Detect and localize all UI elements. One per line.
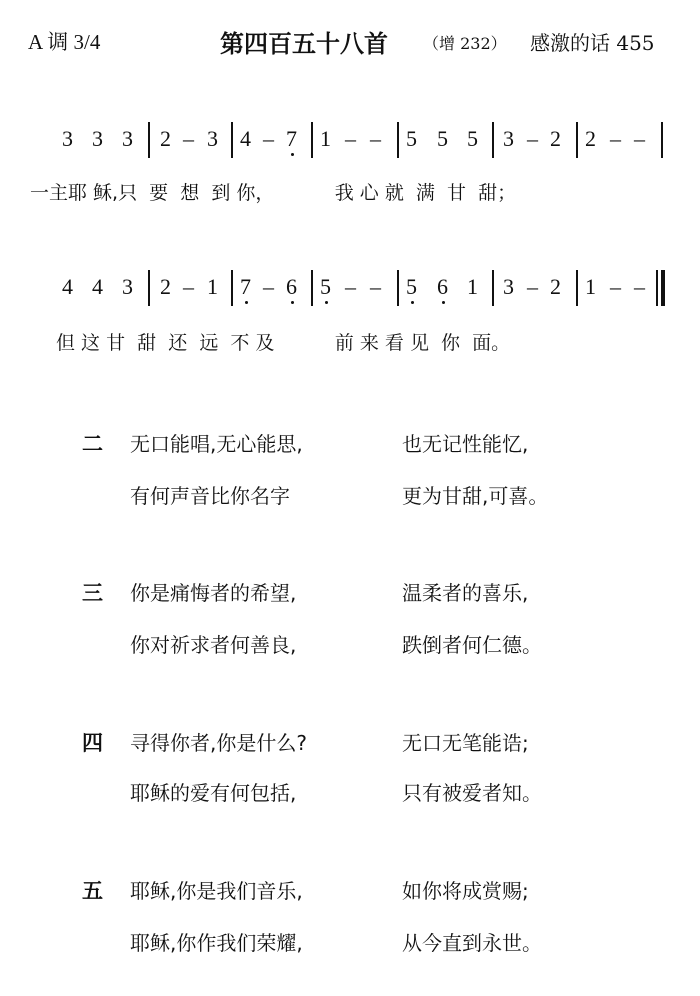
verse-line: 也无记性能忆, [402,432,529,456]
note: 6 [437,274,448,299]
verse-line: 如你将成赏赐; [402,879,529,903]
note: 2 [160,126,171,151]
verse-line: 有何声音比你名字 [130,484,290,508]
verse-line: 耶稣,你是我们音乐, [130,879,303,903]
barline [576,270,578,306]
hymn-title: 第四百五十八首 [220,30,388,58]
note: 6 [286,274,297,299]
verse-line: 寻得你者,你是什么? [130,731,307,755]
verse-line: 温柔者的喜乐, [402,581,529,605]
note: – [634,274,645,299]
verse-line: 无口能唱,无心能思, [130,432,303,456]
note: 1 [585,274,596,299]
barline [492,122,494,158]
barline [397,122,399,158]
verse-line: 无口无笔能诰; [402,731,529,755]
note: – [610,274,621,299]
barline [311,122,313,158]
note: 3 [503,126,514,151]
note: 3 [92,126,103,151]
barline [311,270,313,306]
barline [231,270,233,306]
note: – [527,274,538,299]
note: 1 [207,274,218,299]
low-octave-dot [291,153,294,156]
barline [148,270,150,306]
note: – [183,274,194,299]
note: 5 [406,126,417,151]
verse-number: 三 [82,581,103,605]
final-barline-thin [656,270,658,306]
note: – [370,274,381,299]
verse-line: 更为甘甜,可喜。 [402,484,549,508]
barline [576,122,578,158]
lyrics-line-2: 但 这 甘 甜 还 远 不 及 前 来 看 见 你 面。 [56,332,511,354]
note: – [610,126,621,151]
note: 1 [467,274,478,299]
note: 2 [550,274,561,299]
verse-line: 从今直到永世。 [402,931,542,955]
note: 2 [550,126,561,151]
note: – [527,126,538,151]
note: – [183,126,194,151]
tune-name: 感激的话 455 [530,31,655,55]
note: – [634,126,645,151]
lyrics-line-1: 一主耶 稣,只 要 想 到 你， 我 心 就 满 甘 甜； [30,182,517,204]
key-signature: A 调 3/4 [28,30,101,54]
verse-line: 耶稣的爱有何包括, [130,781,297,805]
low-octave-dot [245,301,248,304]
note: 2 [160,274,171,299]
note: 5 [320,274,331,299]
note: – [370,126,381,151]
final-barline-thick [661,270,665,306]
barline [492,270,494,306]
note: 5 [406,274,417,299]
note: 3 [207,126,218,151]
verse-line: 你对祈求者何善良, [130,633,297,657]
hymn-subtitle: （增 232） [423,34,507,53]
low-octave-dot [442,301,445,304]
note: 2 [585,126,596,151]
verse-line: 你是痛悔者的希望, [130,581,297,605]
barline [231,122,233,158]
verse-line: 耶稣,你作我们荣耀, [130,931,303,955]
verse-line: 跌倒者何仁德。 [402,633,542,657]
barline [148,122,150,158]
note: – [263,126,274,151]
note: 3 [62,126,73,151]
barline [397,270,399,306]
verse-number: 五 [82,879,103,903]
verse-number: 四 [82,731,103,755]
low-octave-dot [411,301,414,304]
note: 3 [503,274,514,299]
low-octave-dot [291,301,294,304]
note: 3 [122,274,133,299]
note: 4 [92,274,103,299]
note: – [345,126,356,151]
note: – [345,274,356,299]
note: 7 [286,126,297,151]
verse-number: 二 [82,432,103,456]
note: 4 [240,126,251,151]
note: 4 [62,274,73,299]
note: 7 [240,274,251,299]
note: 3 [122,126,133,151]
note: 5 [467,126,478,151]
note: 1 [320,126,331,151]
barline [661,122,663,158]
verse-line: 只有被爱者知。 [402,781,542,805]
note: – [263,274,274,299]
note: 5 [437,126,448,151]
low-octave-dot [325,301,328,304]
